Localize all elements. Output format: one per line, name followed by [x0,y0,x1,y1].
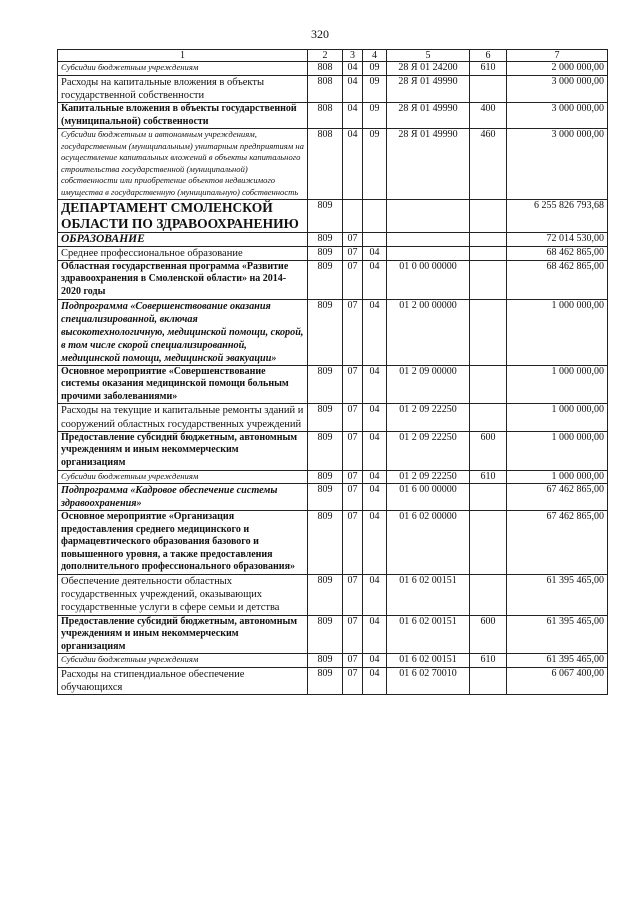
table-row [58,75,608,102]
cell-amount: 3 000 000,00 [507,75,608,102]
cell-subsection: 04 [363,667,387,694]
cell-admin-code: 808 [308,102,343,128]
cell-target-article [387,246,470,260]
cell-section: 07 [343,667,363,694]
cell-subsection: 09 [363,75,387,102]
cell-amount: 6 067 400,00 [507,667,608,694]
cell-subsection: 09 [363,129,387,200]
cell-admin-code: 808 [308,129,343,200]
cell-target-article: 01 2 00 00000 [387,299,470,365]
cell-expense-type [470,199,507,232]
cell-target-article: 01 6 02 00000 [387,511,470,575]
cell-name: Предоставление субсидий бюджетным, автономным учреждениям и иным некоммерческим организациям [58,615,308,654]
cell-section: 07 [343,365,363,404]
cell-amount: 72 014 530,00 [507,232,608,246]
table-row [58,470,608,484]
cell-section: 07 [343,431,363,470]
budget-table [57,49,608,695]
cell-subsection: 04 [363,654,387,668]
cell-admin-code: 809 [308,654,343,668]
cell-name: Расходы на стипендиальное обеспечение обучающихся [58,667,308,694]
table-row [58,102,608,128]
cell-name: Среднее профессиональное образование [58,246,308,260]
cell-expense-type [470,667,507,694]
cell-expense-type [470,575,507,616]
header-cell: 4 [363,50,387,62]
table-row [58,615,608,654]
cell-name: Расходы на текущие и капитальные ремонты зданий и сооружений областных государственных учреждений [58,404,308,431]
cell-admin-code: 809 [308,199,343,232]
cell-target-article: 01 6 02 00151 [387,654,470,668]
cell-amount: 1 000 000,00 [507,299,608,365]
cell-expense-type [470,404,507,431]
header-cell: 1 [58,50,308,62]
cell-amount: 61 395 465,00 [507,615,608,654]
table-row [58,246,608,260]
cell-expense-type [470,260,507,299]
cell-amount: 1 000 000,00 [507,470,608,484]
cell-section: 07 [343,260,363,299]
cell-amount: 1 000 000,00 [507,404,608,431]
cell-expense-type [470,232,507,246]
table-row [58,232,608,246]
cell-expense-type [470,75,507,102]
cell-subsection: 04 [363,365,387,404]
cell-target-article [387,199,470,232]
cell-target-article: 28 Я 01 49990 [387,129,470,200]
table-row [58,667,608,694]
cell-name: Предоставление субсидий бюджетным, автономным учреждениям и иным некоммерческим организациям [58,431,308,470]
table-row [58,260,608,299]
cell-expense-type [470,484,507,511]
table-row [58,575,608,616]
header-row [58,50,608,62]
cell-amount: 61 395 465,00 [507,575,608,616]
cell-admin-code: 809 [308,365,343,404]
cell-target-article: 01 6 02 00151 [387,575,470,616]
cell-section: 07 [343,511,363,575]
header-cell: 3 [343,50,363,62]
cell-amount: 3 000 000,00 [507,129,608,200]
cell-section: 04 [343,62,363,76]
cell-section: 07 [343,470,363,484]
table-row [58,299,608,365]
cell-admin-code: 809 [308,232,343,246]
cell-expense-type: 610 [470,62,507,76]
cell-amount: 61 395 465,00 [507,654,608,668]
table-row [58,365,608,404]
table-row [58,404,608,431]
cell-expense-type: 600 [470,431,507,470]
table-row [58,654,608,668]
table-row [58,511,608,575]
cell-name: Расходы на капитальные вложения в объекты государственной собственности [58,75,308,102]
table-row [58,62,608,76]
cell-name: Обеспечение деятельности областных государственных учреждений, оказывающих государственные услуги в сфере семьи и детства [58,575,308,616]
cell-name: Основное мероприятие «Организация предоставления среднего медицинского и фармацевтического образования базового и повышенного уровня, а также предоставления дополнительного профессионального образования» [58,511,308,575]
cell-admin-code: 809 [308,615,343,654]
cell-target-article: 01 2 09 00000 [387,365,470,404]
cell-name: ДЕПАРТАМЕНТ СМОЛЕНСКОЙ ОБЛАСТИ ПО ЗДРАВООХРАНЕНИЮ [58,199,308,232]
header-cell: 2 [308,50,343,62]
cell-section: 07 [343,299,363,365]
cell-admin-code: 809 [308,431,343,470]
table-row [58,431,608,470]
cell-admin-code: 809 [308,484,343,511]
cell-section: 07 [343,232,363,246]
cell-expense-type: 610 [470,470,507,484]
cell-admin-code: 809 [308,299,343,365]
cell-section: 07 [343,654,363,668]
cell-subsection: 04 [363,246,387,260]
cell-amount: 1 000 000,00 [507,431,608,470]
cell-subsection: 04 [363,299,387,365]
cell-admin-code: 808 [308,75,343,102]
cell-target-article: 01 2 09 22250 [387,470,470,484]
header-cell: 5 [387,50,470,62]
cell-target-article: 01 2 09 22250 [387,431,470,470]
cell-subsection: 04 [363,404,387,431]
cell-section [343,199,363,232]
cell-section: 07 [343,404,363,431]
cell-target-article: 28 Я 01 49990 [387,75,470,102]
cell-name: Субсидии бюджетным и автономным учреждениям, государственным (муниципальным) унитарным предприятиям на осуществление капитальных вложений в объекты капитального строительства государственной (муниципальной) собственности или приобретение объектов недвижимого имущества в государственную (муниципальную) собственность [58,129,308,200]
cell-target-article [387,232,470,246]
cell-name: Подпрограмма «Кадровое обеспечение системы здравоохранения» [58,484,308,511]
cell-name: ОБРАЗОВАНИЕ [58,232,308,246]
cell-amount: 67 462 865,00 [507,511,608,575]
cell-target-article: 01 6 02 70010 [387,667,470,694]
cell-target-article: 28 Я 01 49990 [387,102,470,128]
cell-expense-type: 460 [470,129,507,200]
cell-target-article: 01 0 00 00000 [387,260,470,299]
cell-subsection: 09 [363,62,387,76]
cell-admin-code: 809 [308,404,343,431]
cell-subsection: 04 [363,484,387,511]
table-row [58,484,608,511]
cell-section: 07 [343,575,363,616]
cell-amount: 67 462 865,00 [507,484,608,511]
cell-admin-code: 809 [308,511,343,575]
table-row [58,129,608,200]
header-cell: 7 [507,50,608,62]
cell-amount: 68 462 865,00 [507,260,608,299]
cell-name: Субсидии бюджетным учреждениям [58,62,308,76]
cell-amount: 2 000 000,00 [507,62,608,76]
cell-admin-code: 809 [308,246,343,260]
cell-section: 04 [343,75,363,102]
cell-subsection: 04 [363,431,387,470]
cell-target-article: 01 6 02 00151 [387,615,470,654]
cell-name: Субсидии бюджетным учреждениям [58,470,308,484]
cell-expense-type: 400 [470,102,507,128]
cell-section: 07 [343,246,363,260]
cell-subsection: 04 [363,575,387,616]
cell-admin-code: 809 [308,260,343,299]
cell-section: 07 [343,484,363,511]
cell-target-article: 01 2 09 22250 [387,404,470,431]
cell-admin-code: 809 [308,575,343,616]
cell-target-article: 28 Я 01 24200 [387,62,470,76]
cell-admin-code: 808 [308,62,343,76]
cell-name: Областная государственная программа «Развитие здравоохранения в Смоленской области» на 2014-2020 годы [58,260,308,299]
cell-subsection: 04 [363,511,387,575]
cell-section: 04 [343,102,363,128]
cell-subsection [363,232,387,246]
cell-amount: 1 000 000,00 [507,365,608,404]
cell-admin-code: 809 [308,470,343,484]
cell-subsection: 04 [363,615,387,654]
cell-expense-type: 610 [470,654,507,668]
cell-amount: 68 462 865,00 [507,246,608,260]
cell-target-article: 01 6 00 00000 [387,484,470,511]
cell-expense-type: 600 [470,615,507,654]
cell-admin-code: 809 [308,667,343,694]
cell-subsection: 04 [363,470,387,484]
cell-subsection: 09 [363,102,387,128]
cell-name: Подпрограмма «Совершенствование оказания специализированной, включая высокотехнологичную, медицинской помощи, скорой, в том числе скорой специализированной, медицинской помощи, медицинской эвакуации» [58,299,308,365]
cell-expense-type [470,246,507,260]
table-row [58,199,608,232]
cell-name: Субсидии бюджетным учреждениям [58,654,308,668]
cell-amount: 6 255 826 793,68 [507,199,608,232]
header-cell: 6 [470,50,507,62]
cell-expense-type [470,365,507,404]
cell-name: Капитальные вложения в объекты государственной (муниципальной) собственности [58,102,308,128]
cell-amount: 3 000 000,00 [507,102,608,128]
cell-expense-type [470,299,507,365]
page-number: 320 [311,27,329,41]
cell-name: Основное мероприятие «Совершенствование системы оказания медицинской помощи больным прочими заболеваниями» [58,365,308,404]
cell-subsection: 04 [363,260,387,299]
cell-expense-type [470,511,507,575]
cell-subsection [363,199,387,232]
cell-section: 04 [343,129,363,200]
cell-section: 07 [343,615,363,654]
